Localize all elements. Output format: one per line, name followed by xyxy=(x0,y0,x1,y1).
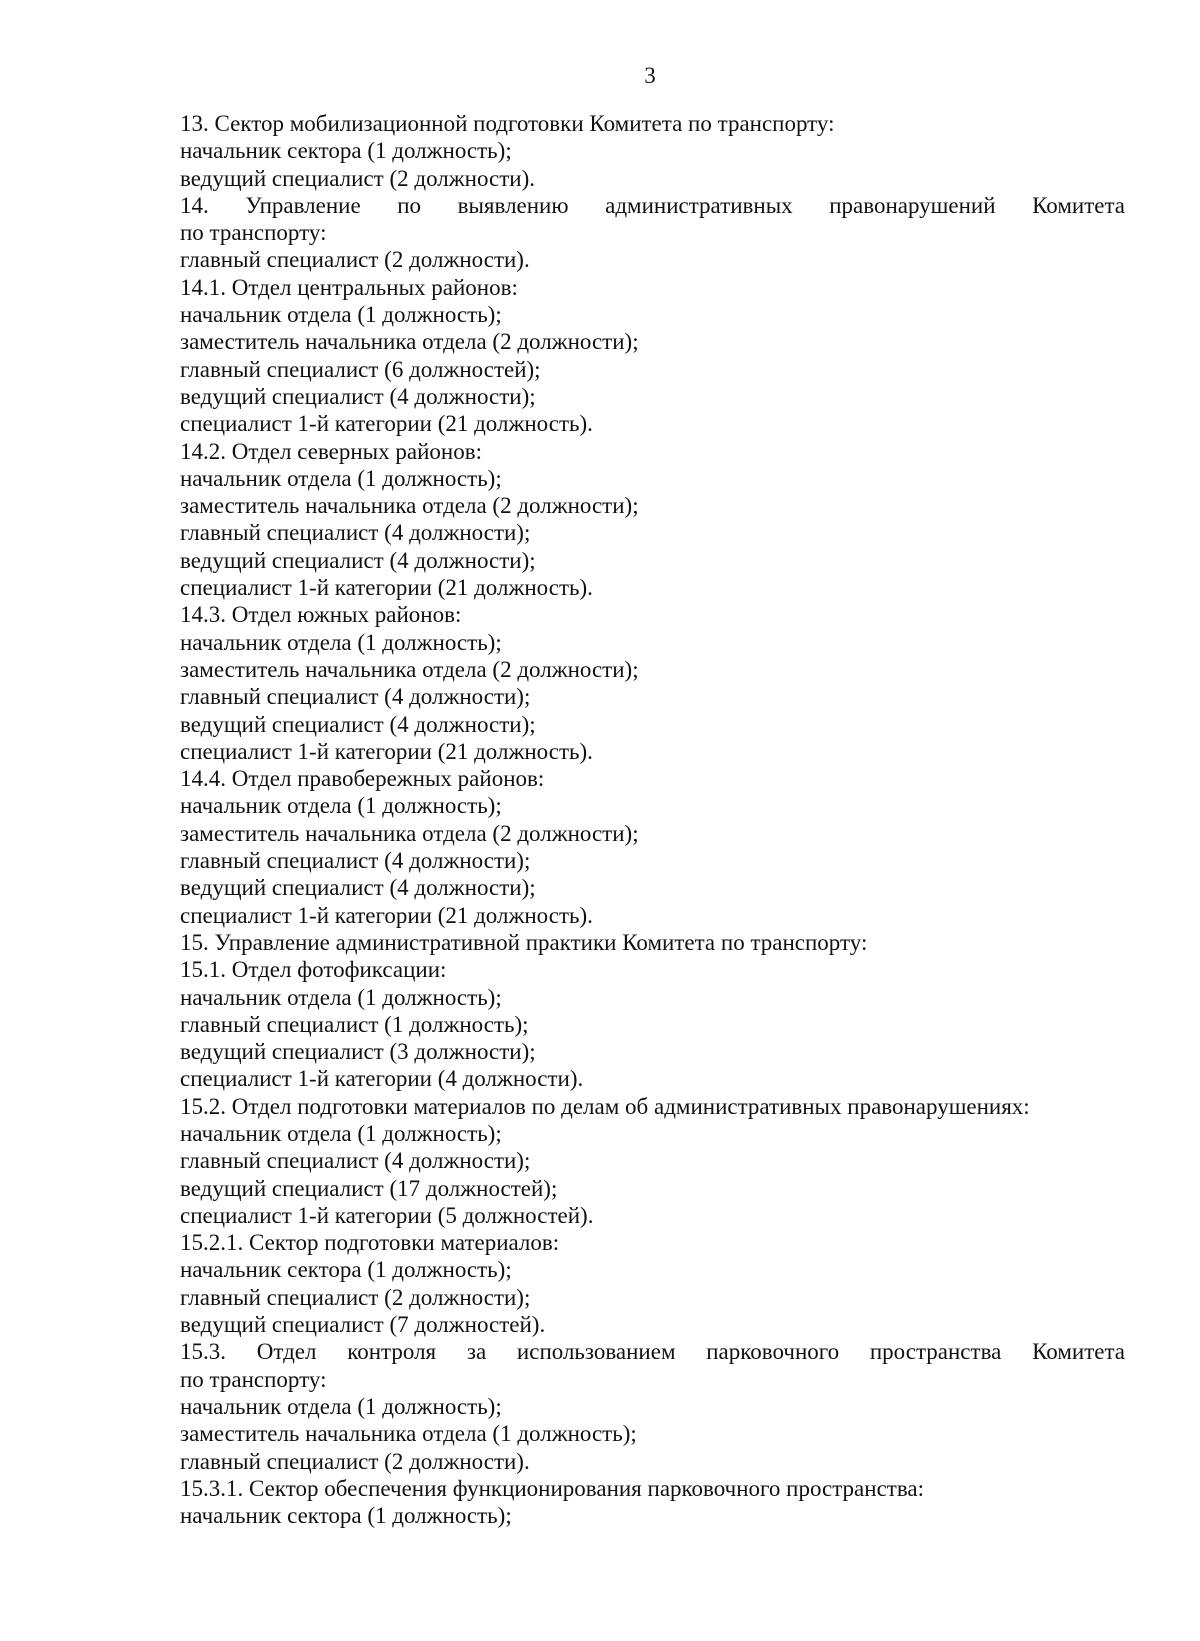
document-line: специалист 1-й категории (21 должность). xyxy=(180,411,593,437)
document-line: по транспорту: xyxy=(180,220,327,246)
document-line: заместитель начальника отдела (2 должности); xyxy=(180,820,639,846)
document-line: начальник отдела (1 должность); xyxy=(180,629,502,655)
document-line: ведущий специалист (4 должности); xyxy=(180,711,536,737)
document-line: начальник сектора (1 должность); xyxy=(180,1257,512,1283)
document-line: ведущий специалист (3 должности); xyxy=(180,1039,536,1065)
document-line: начальник сектора (1 должность); xyxy=(180,138,512,164)
document-line: 13. Сектор мобилизационной подготовки Комитета по транспорту: xyxy=(180,111,835,136)
document-line: специалист 1-й категории (21 должность). xyxy=(180,902,593,928)
document-line: начальник отдела (1 должность); xyxy=(180,1120,502,1146)
document-line: начальник отдела (1 должность); xyxy=(180,984,502,1010)
document-line: специалист 1-й категории (4 должности). xyxy=(180,1066,584,1092)
document-line: заместитель начальника отдела (2 должности); xyxy=(180,329,639,355)
document-line: заместитель начальника отдела (2 должности); xyxy=(180,656,639,682)
document-line: начальник отдела (1 должность); xyxy=(180,465,502,491)
page-number: 3 xyxy=(644,63,656,88)
document-line: главный специалист (4 должности); xyxy=(180,684,531,710)
document-line: специалист 1-й категории (5 должностей). xyxy=(180,1202,594,1228)
document-line: главный специалист (2 должности). xyxy=(180,247,530,273)
document-line: главный специалист (4 должности); xyxy=(180,848,531,874)
document-line: 14.4. Отдел правобережных районов: xyxy=(180,766,545,792)
document-line: ведущий специалист (17 должностей); xyxy=(180,1175,558,1201)
document-line: 15. Управление административной практики Комитета по транспорту: xyxy=(180,929,868,955)
document-line: 14.1. Отдел центральных районов: xyxy=(180,274,518,300)
document-line: 15.2. Отдел подготовки материалов по делам об административных правонарушениях: xyxy=(180,1093,1030,1119)
document-line: 15.1. Отдел фотофиксации: xyxy=(180,957,447,983)
document-line: главный специалист (1 должность); xyxy=(180,1011,529,1037)
document-line: специалист 1-й категории (21 должность). xyxy=(180,575,593,601)
document-line: начальник отдела (1 должность); xyxy=(180,793,502,819)
document-line: начальник отдела (1 должность); xyxy=(180,302,502,328)
document-line: ведущий специалист (4 должности); xyxy=(180,383,536,409)
document-line: главный специалист (4 должности); xyxy=(180,1148,531,1174)
document-line: начальник отдела (1 должность); xyxy=(180,1393,502,1419)
document-line: главный специалист (2 должности). xyxy=(180,1448,530,1474)
document-line: начальник сектора (1 должность); xyxy=(180,1503,512,1529)
document-line: заместитель начальника отдела (1 должность); xyxy=(180,1421,637,1447)
document-line: главный специалист (4 должности); xyxy=(180,520,531,546)
document-line: 14.3. Отдел южных районов: xyxy=(180,602,462,628)
document-line: 15.3. Отдел контроля за использованием парковочного пространства Комитета xyxy=(180,1339,1125,1365)
document-line: 14. Управление по выявлению административных правонарушений Комитета xyxy=(180,192,1125,218)
document-line: 15.3.1. Сектор обеспечения функционирования парковочного пространства: xyxy=(180,1475,924,1501)
document-line: главный специалист (2 должности); xyxy=(180,1284,531,1310)
document-body xyxy=(180,110,1125,1529)
document-line: по транспорту: xyxy=(180,1366,327,1392)
document-line: ведущий специалист (2 должности). xyxy=(180,165,535,191)
document-line: ведущий специалист (7 должностей). xyxy=(180,1312,546,1338)
document-line: 14.2. Отдел северных районов: xyxy=(180,438,482,464)
document-line: главный специалист (6 должностей); xyxy=(180,356,541,382)
document-line: ведущий специалист (4 должности); xyxy=(180,875,536,901)
document-line: специалист 1-й категории (21 должность). xyxy=(180,738,593,764)
document-line: 15.2.1. Сектор подготовки материалов: xyxy=(180,1230,560,1256)
document-line: ведущий специалист (4 должности); xyxy=(180,547,536,573)
document-line: заместитель начальника отдела (2 должности); xyxy=(180,493,639,519)
